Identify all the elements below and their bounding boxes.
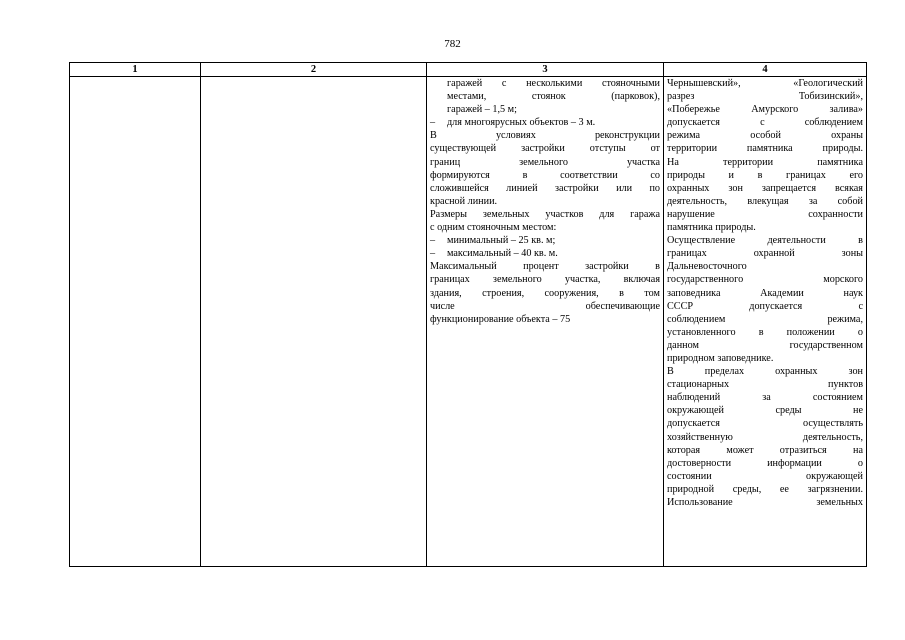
text-line: красной линии. (430, 195, 498, 207)
text-line: В пределах охранных зон (667, 366, 863, 378)
text-line: заповедника Академии наук (667, 287, 863, 299)
text-line: установленного в положении о (667, 326, 863, 338)
text-line: – максимальный – 40 кв. м. (430, 247, 660, 260)
column-header-2: 2 (201, 63, 427, 77)
text-line: нарушение сохранности (667, 208, 863, 220)
text-line: Размеры земельных участков для гаража (430, 208, 660, 220)
text-line: гаражей с несколькими стояночными (447, 78, 660, 89)
text-line: природы и в границах его (667, 169, 863, 181)
text-line: разрез Тобизинский», (667, 91, 863, 103)
text-line: границах земельного участка, включая (430, 274, 660, 286)
column-header-3: 3 (427, 63, 664, 77)
text-line: На территории памятника (667, 156, 863, 168)
text-line: – для многоярусных объектов – 3 м. (430, 116, 660, 129)
document-table (69, 62, 867, 567)
text-line: допускается с соблюдением (667, 117, 863, 129)
table-row (70, 77, 867, 567)
text-line: природном заповеднике. (667, 352, 774, 364)
cell-col-4 (664, 77, 867, 567)
text-line: деятельность, влекущая за собой (667, 195, 863, 207)
text-line: данном государственном (667, 339, 863, 351)
text-line: числе обеспечивающие (430, 300, 660, 312)
text-line: памятника природы. (667, 222, 756, 234)
text-line: состоянии окружающей (667, 470, 863, 482)
text-line: соблюдением режима, (667, 313, 863, 325)
text-line: существующей застройки отступы от (430, 143, 660, 155)
text-line: наблюдений за состоянием (667, 392, 863, 404)
text-line: достоверности информации о (667, 457, 863, 469)
text-line: Использование земельных (667, 497, 863, 508)
text-line: территории памятника природы. (667, 143, 863, 155)
text-line: охранных зон запрещается всякая (667, 182, 863, 194)
text-line: границах охранной зоны (667, 248, 863, 260)
text-line: Осуществление деятельности в (667, 235, 863, 247)
text-line: режима особой охраны (667, 130, 863, 142)
text-line: окружающей среды не (667, 405, 863, 417)
text-line: с одним стояночным местом: (430, 222, 557, 234)
cell-col-2 (201, 77, 427, 567)
text-line: В условиях реконструкции (430, 130, 660, 142)
column-header-4: 4 (664, 63, 867, 77)
cell-col-1 (70, 77, 201, 567)
cell-col-3 (427, 77, 664, 567)
text-line: которая может отразиться на (667, 444, 863, 456)
column-header-1: 1 (70, 63, 201, 77)
text-line: СССР допускается с (667, 300, 863, 312)
text-line: «Побережье Амурского залива» (667, 104, 863, 116)
text-line: – минимальный – 25 кв. м; (430, 234, 660, 247)
text-line: границ земельного участка (430, 156, 660, 168)
text-line: Чернышевский», «Геологический (667, 78, 863, 89)
header-row (70, 63, 867, 77)
text-line: хозяйственную деятельность, (667, 431, 863, 443)
text-line: здания, строения, сооружения, в том (430, 287, 660, 299)
text-line: гаражей – 1,5 м; (447, 104, 517, 116)
page-number: 782 (444, 38, 461, 50)
text-line: допускается осуществлять (667, 418, 863, 430)
text-line: функционирование объекта – 75 (430, 313, 571, 325)
text-line: Дальневосточного (667, 261, 747, 273)
text-line: формируются в соответствии со (430, 169, 660, 181)
text-line: Максимальный процент застройки в (430, 261, 660, 273)
text-line: государственного морского (667, 274, 863, 286)
text-line: местами, стоянок (парковок), (447, 91, 660, 103)
text-line: природной среды, ее загрязнении. (667, 483, 863, 495)
text-line: сложившейся линией застройки или по (430, 182, 660, 194)
text-line: стационарных пунктов (667, 379, 863, 391)
